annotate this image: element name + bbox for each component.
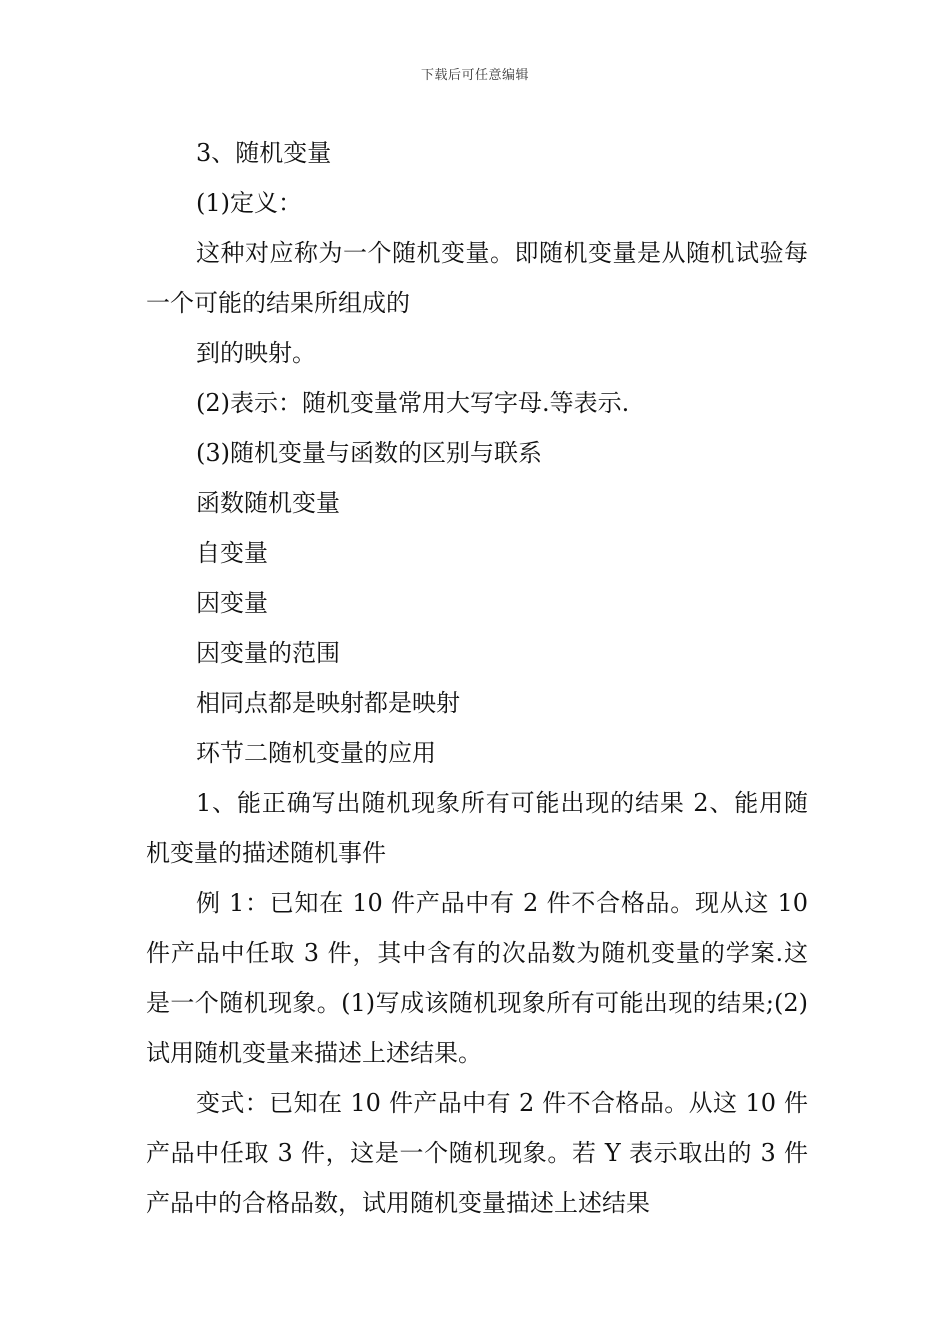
section-heading: 3、随机变量 xyxy=(196,139,332,167)
variant-text: 变式：已知在 10 件产品中有 2 件不合格品。从这 10 件产品中任取 3 件，这是一个随机现象。若 Y 表示取出的 3 件产品中的合格品数，试用随机变量描述上述结果 xyxy=(146,1089,808,1217)
comparison-row: 自变量 xyxy=(196,539,268,567)
definition-text-continued: 到的映射。 xyxy=(196,339,316,367)
example-text: 例 1：已知在 10 件产品中有 2 件不合格品。现从这 10 件产品中任取 3 件，其中含有的次品数为随机变量的学案.这是一个随机现象。(1)写成该随机现象所有可能出现的结果;(2)试用随机变量来描述上述结果。 xyxy=(146,889,808,1067)
definition-label: (1)定义： xyxy=(196,189,302,217)
comparison-row: 因变量 xyxy=(196,589,268,617)
objectives-text: 1、能正确写出随机现象所有可能出现的结果 2、能用随机变量的描述随机事件 xyxy=(146,789,808,867)
comparison-heading: (3)随机变量与函数的区别与联系 xyxy=(196,439,542,467)
notation-text: (2)表示：随机变量常用大写字母.等表示. xyxy=(196,389,630,417)
comparison-row: 函数随机变量 xyxy=(196,489,340,517)
document-body xyxy=(146,128,808,1228)
section-subheading: 环节二随机变量的应用 xyxy=(196,739,436,767)
definition-text: 这种对应称为一个随机变量。即随机变量是从随机试验每一个可能的结果所组成的 xyxy=(146,239,808,317)
comparison-row: 相同点都是映射都是映射 xyxy=(196,689,460,717)
page-header-note: 下载后可任意编辑 xyxy=(420,68,529,83)
comparison-row: 因变量的范围 xyxy=(196,639,340,667)
